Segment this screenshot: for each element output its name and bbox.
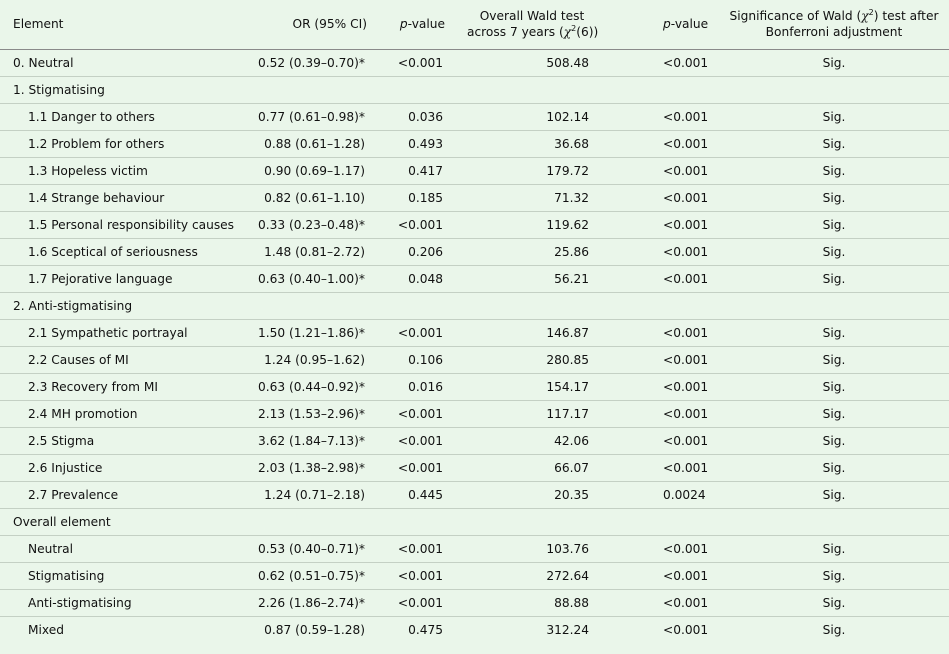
pvalue-2-cell: <0.001: [647, 373, 719, 400]
odds-ratio-cell: 2.13 (1.53–2.96)*: [250, 400, 379, 427]
element-cell: 2.6 Injustice: [0, 454, 250, 481]
element-cell: 1.6 Sceptical of seriousness: [0, 238, 250, 265]
section-label: Overall element: [0, 508, 949, 535]
pvalue-2-cell: 0.0024: [647, 481, 719, 508]
pvalue-cell: <0.001: [379, 400, 467, 427]
odds-ratio-cell: 0.33 (0.23–0.48)*: [250, 211, 379, 238]
odds-ratio-cell: 1.50 (1.21–1.86)*: [250, 319, 379, 346]
pvalue-2-cell: <0.001: [663, 622, 709, 637]
pvalue-2-cell: <0.001: [647, 589, 719, 616]
wald-cell: 146.87: [467, 319, 647, 346]
wald-cell: 312.24: [546, 622, 589, 637]
table-row: [0, 265, 949, 292]
significance-cell: Sig.: [719, 454, 949, 481]
pvalue-cell: 0.206: [379, 238, 467, 265]
wald-cell: 42.06: [467, 427, 647, 454]
odds-ratio-cell: 2.03 (1.38–2.98)*: [250, 454, 379, 481]
wald-cell: 508.48: [467, 49, 647, 76]
significance-cell: Sig.: [719, 319, 949, 346]
pvalue-2-cell: <0.001: [647, 238, 719, 265]
wald-cell: 71.32: [467, 184, 647, 211]
wald-cell: 56.21: [467, 265, 647, 292]
significance-cell: Sig.: [719, 589, 949, 616]
wald-cell: 103.76: [467, 535, 647, 562]
table-row: [0, 562, 949, 589]
odds-ratio-cell: 0.82 (0.61–1.10): [250, 184, 379, 211]
pvalue-2-cell: <0.001: [647, 400, 719, 427]
odds-ratio-cell: 1.24 (0.95–1.62): [250, 346, 379, 373]
header-row: [0, 0, 949, 49]
table-row: [0, 103, 949, 130]
element-cell: Anti-stigmatising: [0, 589, 250, 616]
pvalue-2-cell: <0.001: [647, 346, 719, 373]
pvalue-cell: <0.001: [379, 562, 467, 589]
element-cell: 2.4 MH promotion: [0, 400, 250, 427]
wald-cell: 179.72: [467, 157, 647, 184]
significance-cell: Sig.: [719, 103, 949, 130]
table-row: [0, 211, 949, 238]
pvalue-cell: 0.036: [379, 103, 467, 130]
section-label: 1. Stigmatising: [0, 76, 949, 103]
pvalue-2-cell: <0.001: [647, 427, 719, 454]
table-row: [0, 589, 949, 616]
element-cell: 2.7 Prevalence: [0, 481, 250, 508]
element-cell: Stigmatising: [0, 562, 250, 589]
pvalue-cell: 0.417: [379, 157, 467, 184]
significance-cell: Sig.: [719, 238, 949, 265]
pvalue-cell: <0.001: [379, 319, 467, 346]
table-row: [0, 157, 949, 184]
odds-ratio-cell: 0.62 (0.51–0.75)*: [250, 562, 379, 589]
wald-cell: 36.68: [467, 130, 647, 157]
pvalue-cell: 0.016: [379, 373, 467, 400]
pvalue-2-cell: <0.001: [647, 103, 719, 130]
element-cell: 2.1 Sympathetic portrayal: [0, 319, 250, 346]
pvalue-cell: 0.475: [408, 622, 443, 637]
header-wald-test: Overall Wald test across 7 years $(\chi^2(6))$: [467, 0, 647, 49]
table-row: [0, 373, 949, 400]
table-row: [0, 481, 949, 508]
pvalue-cell: 0.445: [379, 481, 467, 508]
pvalue-2-cell: <0.001: [647, 49, 719, 76]
table-row: [0, 400, 949, 427]
section-row: [0, 508, 949, 535]
element-cell: Mixed: [28, 622, 64, 637]
header-significance: Significance of Wald $(\chi^2)$ test after Bonferroni adjustment: [719, 0, 949, 49]
odds-ratio-cell: 0.52 (0.39–0.70)*: [250, 49, 379, 76]
significance-cell: Sig.: [719, 211, 949, 238]
wald-cell: 117.17: [467, 400, 647, 427]
odds-ratio-cell: 0.63 (0.40–1.00)*: [250, 265, 379, 292]
pvalue-2-cell: <0.001: [647, 535, 719, 562]
pvalue-cell: 0.106: [379, 346, 467, 373]
header-pvalue-2: p-value: [647, 0, 719, 49]
element-cell: 1.7 Pejorative language: [0, 265, 250, 292]
pvalue-2-cell: <0.001: [647, 562, 719, 589]
significance-cell: Sig.: [719, 265, 949, 292]
pvalue-2-cell: <0.001: [647, 211, 719, 238]
pvalue-cell: <0.001: [379, 589, 467, 616]
odds-ratio-cell: 0.90 (0.69–1.17): [250, 157, 379, 184]
pvalue-2-cell: <0.001: [647, 265, 719, 292]
wald-cell: 280.85: [467, 346, 647, 373]
odds-ratio-cell: 0.77 (0.61–0.98)*: [250, 103, 379, 130]
odds-ratio-cell: 2.26 (1.86–2.74)*: [250, 589, 379, 616]
wald-cell: 66.07: [467, 454, 647, 481]
significance-cell: Sig.: [719, 535, 949, 562]
wald-cell: 119.62: [467, 211, 647, 238]
odds-ratio-cell: 0.63 (0.44–0.92)*: [250, 373, 379, 400]
table-row: [0, 49, 949, 76]
significance-cell: Sig.: [719, 346, 949, 373]
significance-cell: Sig.: [719, 184, 949, 211]
pvalue-2-cell: <0.001: [647, 130, 719, 157]
odds-ratio-cell: 3.62 (1.84–7.13)*: [250, 427, 379, 454]
header-element: Element: [0, 0, 250, 49]
odds-ratio-cell: 0.53 (0.40–0.71)*: [250, 535, 379, 562]
wald-cell: 25.86: [467, 238, 647, 265]
header-pvalue: p-value: [379, 0, 467, 49]
table-row: [0, 616, 949, 643]
significance-cell: Sig.: [822, 622, 846, 637]
wald-cell: 20.35: [467, 481, 647, 508]
wald-cell: 102.14: [467, 103, 647, 130]
wald-cell: 88.88: [467, 589, 647, 616]
pvalue-cell: <0.001: [379, 427, 467, 454]
element-cell: 1.3 Hopeless victim: [0, 157, 250, 184]
table-row: [0, 184, 949, 211]
pvalue-2-cell: <0.001: [647, 454, 719, 481]
significance-cell: Sig.: [719, 130, 949, 157]
table-row: [0, 454, 949, 481]
element-cell: 2.5 Stigma: [0, 427, 250, 454]
pvalue-cell: 0.493: [379, 130, 467, 157]
table-row: [0, 238, 949, 265]
pvalue-cell: <0.001: [379, 49, 467, 76]
element-cell: 1.2 Problem for others: [0, 130, 250, 157]
odds-ratio-cell: 1.48 (0.81–2.72): [250, 238, 379, 265]
table-row: [0, 535, 949, 562]
element-cell: Neutral: [0, 535, 250, 562]
element-cell: 2.2 Causes of MI: [0, 346, 250, 373]
element-cell: 0. Neutral: [0, 49, 250, 76]
significance-cell: Sig.: [719, 562, 949, 589]
header-or: OR (95% CI): [250, 0, 379, 49]
pvalue-cell: <0.001: [379, 454, 467, 481]
odds-ratio-cell: 0.87 (0.59–1.28): [264, 622, 365, 637]
significance-cell: Sig.: [719, 400, 949, 427]
pvalue-cell: <0.001: [379, 535, 467, 562]
section-row: [0, 76, 949, 103]
element-cell: 1.1 Danger to others: [0, 103, 250, 130]
pvalue-cell: <0.001: [379, 211, 467, 238]
odds-ratio-cell: 1.24 (0.71–2.18): [250, 481, 379, 508]
element-cell: 2.3 Recovery from MI: [0, 373, 250, 400]
significance-cell: Sig.: [719, 481, 949, 508]
wald-cell: 154.17: [467, 373, 647, 400]
table-row: [0, 130, 949, 157]
table-body: [0, 49, 949, 643]
odds-ratio-cell: 0.88 (0.61–1.28): [250, 130, 379, 157]
wald-cell: 272.64: [467, 562, 647, 589]
significance-cell: Sig.: [719, 373, 949, 400]
significance-cell: Sig.: [719, 427, 949, 454]
table-row: [0, 346, 949, 373]
pvalue-2-cell: <0.001: [647, 184, 719, 211]
element-cell: 1.5 Personal responsibility causes: [0, 211, 250, 238]
pvalue-cell: 0.185: [379, 184, 467, 211]
pvalue-2-cell: <0.001: [647, 157, 719, 184]
significance-cell: Sig.: [719, 157, 949, 184]
pvalue-2-cell: <0.001: [647, 319, 719, 346]
significance-cell: Sig.: [719, 49, 949, 76]
table-row: [0, 427, 949, 454]
table-row: [0, 319, 949, 346]
element-cell: 1.4 Strange behaviour: [0, 184, 250, 211]
pvalue-cell: 0.048: [379, 265, 467, 292]
section-label: 2. Anti-stigmatising: [0, 292, 949, 319]
section-row: [0, 292, 949, 319]
